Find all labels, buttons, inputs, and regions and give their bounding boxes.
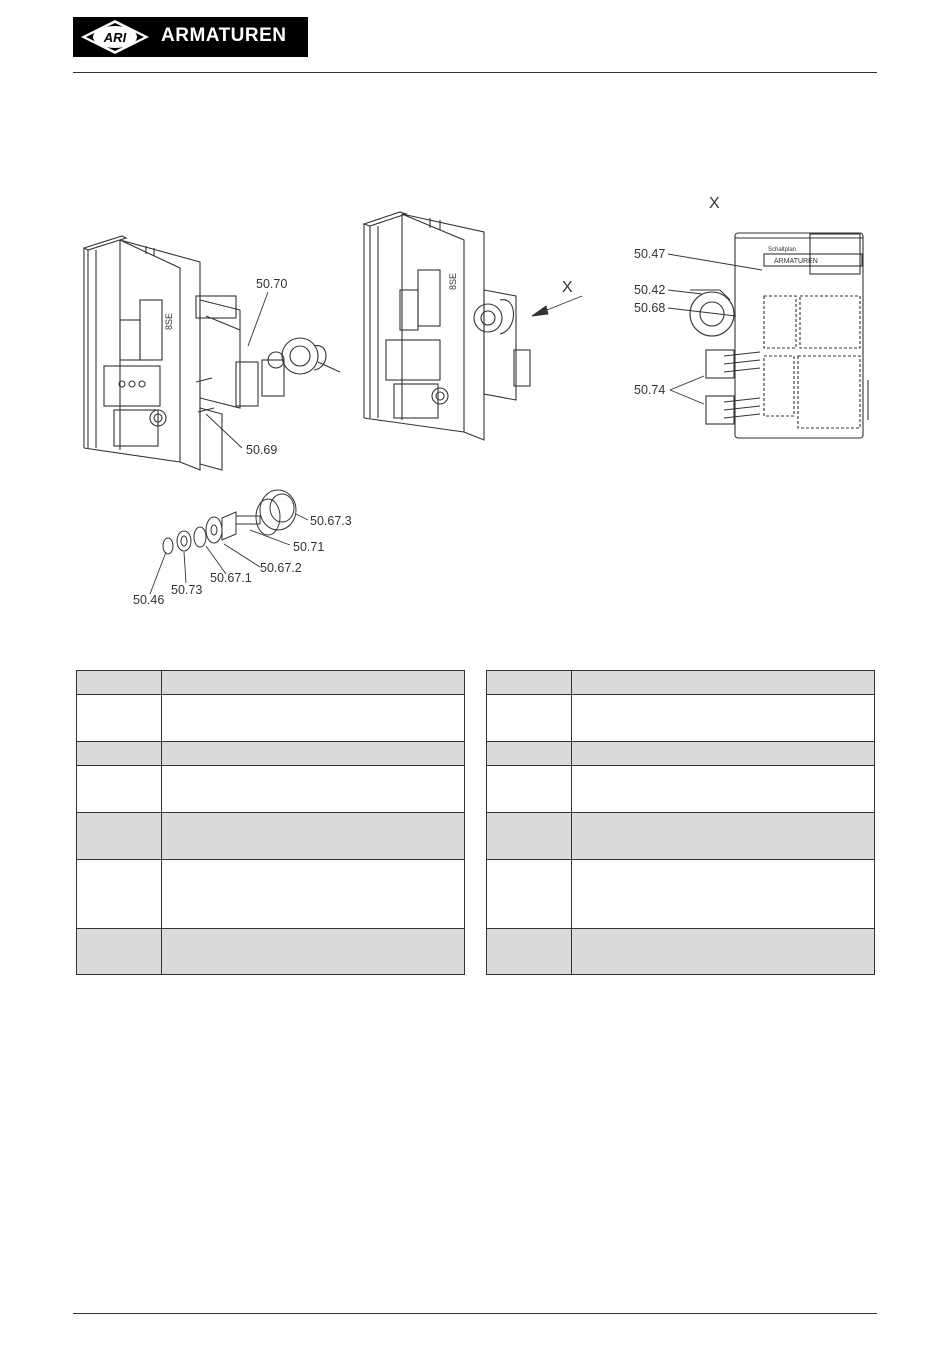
callout-50-69: 50.69 bbox=[246, 443, 278, 457]
table-cell bbox=[572, 671, 875, 695]
table-cell bbox=[487, 860, 572, 929]
callout-50-70: 50.70 bbox=[256, 277, 288, 291]
callout-50-47: 50.47 bbox=[634, 247, 666, 261]
table-header-row bbox=[487, 671, 875, 695]
callout-50-67-2: 50.67.2 bbox=[260, 561, 302, 575]
table-cell bbox=[572, 860, 875, 929]
detail-x-panel bbox=[690, 233, 868, 438]
table-row bbox=[487, 860, 875, 929]
table-cell bbox=[162, 766, 465, 813]
table-cell bbox=[572, 929, 875, 975]
exploded-view bbox=[163, 490, 296, 554]
table-row bbox=[77, 813, 465, 860]
logo-text: ARMATUREN bbox=[161, 25, 287, 46]
callout-50-73: 50.73 bbox=[171, 583, 203, 597]
table-header-row bbox=[77, 671, 465, 695]
table-row bbox=[77, 860, 465, 929]
svg-text:Schaltplan: Schaltplan bbox=[768, 247, 797, 253]
view-marker-x-title: X bbox=[709, 195, 720, 212]
table-cell bbox=[77, 929, 162, 975]
emblem-text: ARI bbox=[103, 30, 127, 45]
table-row bbox=[487, 813, 875, 860]
table-row bbox=[487, 929, 875, 975]
table-cell bbox=[487, 929, 572, 975]
table-cell bbox=[572, 813, 875, 860]
table-cell bbox=[77, 742, 162, 766]
footer-rule bbox=[73, 1313, 877, 1314]
table-cell bbox=[162, 929, 465, 975]
table-cell bbox=[77, 695, 162, 742]
table-cell bbox=[487, 813, 572, 860]
table-cell bbox=[162, 742, 465, 766]
table-cell bbox=[162, 813, 465, 860]
table-cell bbox=[487, 742, 572, 766]
svg-text:8SE: 8SE bbox=[448, 272, 458, 290]
table-cell bbox=[572, 742, 875, 766]
callout-50-67-1: 50.67.1 bbox=[210, 571, 252, 585]
table-cell bbox=[487, 766, 572, 813]
table-cell bbox=[487, 695, 572, 742]
table-cell bbox=[77, 860, 162, 929]
table-row bbox=[487, 695, 875, 742]
table-cell bbox=[77, 813, 162, 860]
table-cell bbox=[77, 766, 162, 813]
leader-lines bbox=[150, 254, 762, 594]
assembly-left bbox=[84, 236, 340, 470]
callout-50-42: 50.42 bbox=[634, 283, 666, 297]
table-row bbox=[77, 766, 465, 813]
callout-50-67-3: 50.67.3 bbox=[310, 514, 352, 528]
callout-50-46: 50.46 bbox=[133, 593, 165, 607]
table-row bbox=[77, 742, 465, 766]
callout-labels bbox=[133, 195, 720, 607]
view-marker-x: X bbox=[562, 279, 573, 296]
assembly-middle bbox=[364, 212, 530, 440]
table-cell bbox=[487, 671, 572, 695]
parts-table-left bbox=[76, 670, 465, 975]
table-cell bbox=[572, 766, 875, 813]
callout-50-71: 50.71 bbox=[293, 540, 325, 554]
callout-50-68: 50.68 bbox=[634, 301, 666, 315]
callout-50-74: 50.74 bbox=[634, 383, 666, 397]
table-cell bbox=[162, 860, 465, 929]
technical-drawing bbox=[0, 0, 950, 620]
table-cell bbox=[162, 695, 465, 742]
table-row bbox=[487, 766, 875, 813]
panel-label: ARMATUREN bbox=[774, 258, 818, 265]
table-cell bbox=[572, 695, 875, 742]
parts-table-right bbox=[486, 670, 875, 975]
table-row bbox=[77, 695, 465, 742]
table-cell bbox=[162, 671, 465, 695]
table-row bbox=[77, 929, 465, 975]
table-row bbox=[487, 742, 875, 766]
table-cell bbox=[77, 671, 162, 695]
svg-text:8SE: 8SE bbox=[164, 312, 174, 330]
